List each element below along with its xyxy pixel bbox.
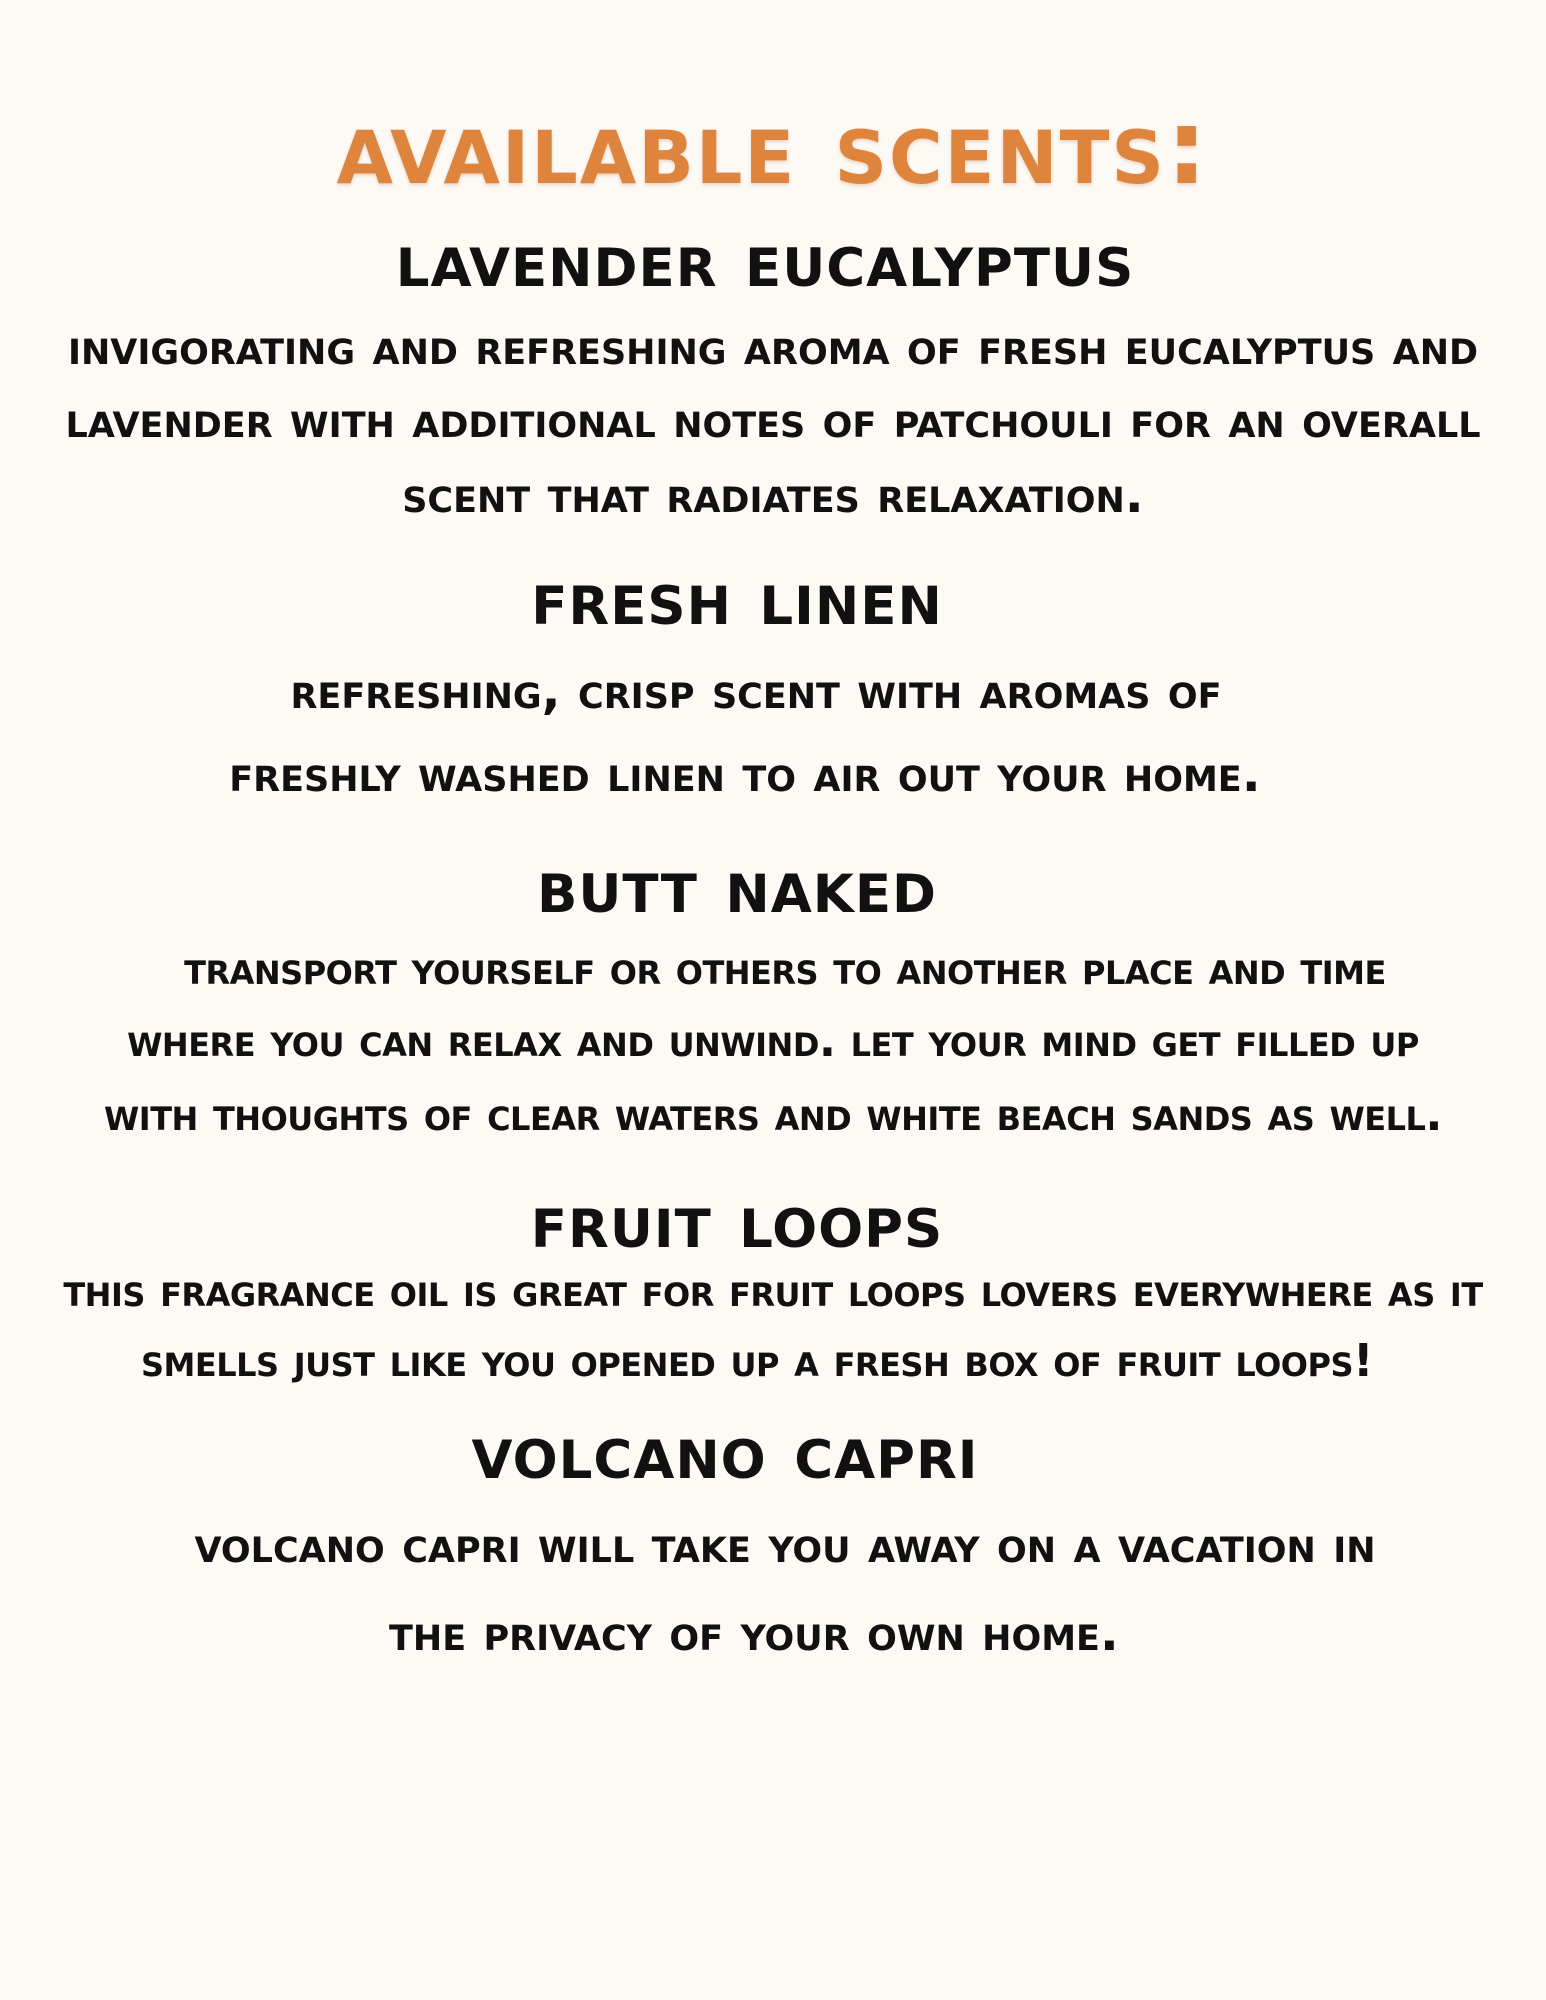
scent-name-fruit-loops: fruit loops	[530, 1176, 944, 1265]
scent-name-butt-naked: butt naked	[536, 841, 938, 930]
scent-description-line: smells just like you opened up a fresh box of fruit loops!	[140, 1334, 1374, 1387]
scent-description-line: volcano capri will take you away on a vacation in	[194, 1516, 1376, 1574]
scent-description-line: with thoughts of clear waters and white beach sands as well.	[103, 1088, 1443, 1141]
scent-name-volcano-capri: volcano capri	[471, 1407, 979, 1496]
scent-description-line: transport yourself or others to another place and time	[184, 942, 1386, 995]
scent-description-line: freshly washed linen to air out your home.	[229, 745, 1261, 803]
page-title: available scents:	[336, 86, 1210, 208]
scent-name-fresh-linen: fresh linen	[531, 553, 943, 642]
scent-description-line: lavender with additional notes of patchouli for an overall	[65, 391, 1481, 449]
scent-description-line: this fragrance oil is great for fruit loops lovers everywhere as it	[63, 1264, 1483, 1317]
scent-description-line: refreshing, crisp scent with aromas of	[290, 662, 1222, 720]
scent-description-line: where you can relax and unwind. let your mind get filled up	[127, 1014, 1419, 1067]
scent-name-lavender-eucalyptus: lavender eucalyptus	[395, 215, 1135, 304]
scent-description-line: scent that radiates relaxation.	[402, 466, 1144, 524]
scent-description-line: the privacy of your own home.	[389, 1604, 1119, 1662]
scent-description-line: invigorating and refreshing aroma of fresh eucalyptus and	[67, 318, 1479, 376]
